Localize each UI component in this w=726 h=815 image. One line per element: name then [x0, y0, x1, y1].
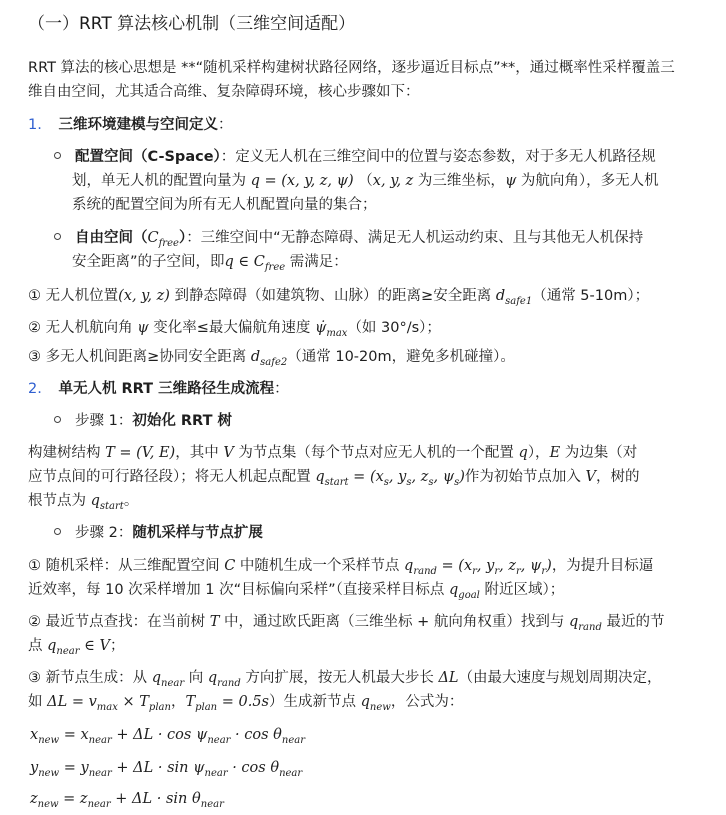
math-q: q — [90, 493, 100, 509]
section-heading — [28, 14, 355, 34]
text: 中随机生成一个采样节点 — [235, 558, 405, 574]
substep-label: 步骤 1： — [75, 413, 133, 429]
substep-title: 初始化 RRT 树 — [132, 413, 233, 429]
math-t: T — [209, 614, 220, 630]
bullet-icon — [54, 152, 61, 159]
text: （通常 10-20m，避免多机碰撞）。 — [287, 349, 515, 365]
text: ， — [170, 694, 186, 710]
formula-x — [30, 725, 305, 751]
paren: （ — [358, 173, 373, 189]
cspace-line-1 — [54, 147, 656, 167]
math-psi: ψ — [137, 320, 149, 336]
math-sub: rand — [413, 565, 437, 577]
math-sub: near — [279, 767, 303, 779]
math-delta-l: ΔL — [438, 670, 459, 686]
math-sub: plan — [195, 701, 218, 713]
text: 方向扩展，按无人机最大步长 — [240, 670, 439, 686]
math-in-v: ∈ V — [79, 638, 110, 654]
math-sub: new — [369, 701, 391, 713]
cspace-line-2 — [72, 171, 659, 191]
text: ）生成新节点 — [269, 694, 361, 710]
condition-3 — [28, 347, 515, 373]
math-sub: plan — [148, 701, 171, 713]
math-delta-l-def: ΔL = v — [47, 694, 97, 710]
math-sub: near — [207, 734, 231, 746]
math-sub: near — [281, 734, 306, 746]
math-d: d — [250, 349, 261, 365]
text: 作为初始节点加入 — [464, 469, 586, 485]
text: 最近的节 — [601, 614, 665, 630]
step-2-heading — [28, 379, 289, 399]
math-eq: = y — [59, 760, 89, 776]
text: ② 无人机航向角 — [28, 320, 138, 336]
math-sub: near — [204, 767, 228, 779]
math-sub: start — [324, 476, 349, 488]
math-d: d — [495, 288, 506, 304]
colon: ： — [274, 381, 289, 397]
math-q: q — [404, 558, 414, 574]
intro-text-2: 维自由空间，尤其适合高维、复杂障碍环境，核心步骤如下： — [28, 84, 420, 100]
new-node-line-1 — [28, 668, 662, 694]
text: 点 — [28, 638, 48, 654]
cspace-text-2: 划，单无人机的配置向量为 — [72, 173, 246, 189]
math-sub: new — [38, 734, 60, 746]
text: ② 最近节点查找：在当前树 — [28, 614, 210, 630]
math-sub: near — [88, 767, 112, 779]
cfree-line-1 — [54, 228, 643, 254]
math-term: + ΔL · sin ψ — [111, 760, 205, 776]
math-e: E — [549, 445, 561, 461]
math-sub: near — [88, 734, 112, 746]
text: 为三维坐标， — [413, 173, 505, 189]
math-config-vector: q = (x, y, z, ψ) — [250, 173, 354, 189]
bullet-icon — [54, 528, 61, 535]
math-q: q — [360, 694, 370, 710]
math-q: q — [47, 638, 57, 654]
math-rand-tuple: = ($x_r$, $y_r$, $z_r$, $\psi_r$) — [436, 558, 552, 577]
cfree-line-2 — [72, 252, 348, 278]
math-t: T — [185, 694, 196, 710]
text: 构建树结构 — [28, 445, 106, 461]
cspace-line-3 — [72, 195, 377, 215]
math-sub: new — [37, 798, 59, 810]
para-1-line-3 — [28, 491, 138, 517]
text: 。 — [123, 493, 139, 509]
math-sub: rand — [578, 621, 602, 633]
text: ③ 多无人机间距离≥协同安全距离 — [28, 349, 251, 365]
math-psi-dot: ψ̇ — [314, 320, 327, 336]
cspace-title: 配置空间（C-Space） — [75, 149, 221, 165]
math-xyz: (x, y, z) — [118, 288, 170, 304]
text: 为节点集（每个节点对应无人机的一个配置 — [233, 445, 519, 461]
math-term: · cos θ — [227, 760, 280, 776]
intro-line-1 — [28, 58, 675, 78]
math-q-in-c: q ∈ C — [224, 254, 265, 270]
condition-2 — [28, 318, 441, 344]
text: ，其中 — [175, 445, 224, 461]
math-x: x — [30, 727, 39, 743]
text: 为边集（对 — [560, 445, 638, 461]
math-tree: T = (V, E) — [105, 445, 176, 461]
text: 附近区域）； — [479, 582, 565, 598]
math-sub: near — [200, 798, 224, 810]
text: 变化率≤最大偏航角速度 — [148, 320, 315, 336]
math-sub: free — [158, 237, 179, 249]
list-number: 2. — [28, 381, 42, 397]
section-heading-text: （一）RRT 算法核心机制（三维空间适配） — [28, 14, 356, 34]
math-sub: goal — [458, 589, 480, 601]
cspace-text: ：定义无人机在三维空间中的位置与姿态参数，对于多无人机路径规 — [220, 149, 656, 165]
text: （通常 5-10m）； — [532, 288, 650, 304]
formula-z — [30, 789, 224, 815]
math-term: + ΔL · cos ψ — [111, 727, 208, 743]
intro-text: RRT 算法的核心思想是 **“随机采样构建树状路径网络，逐步逼近目标点”**，通过概率性采样覆盖三 — [28, 60, 675, 76]
cfree-text-2: 安全距离”的子空间，即 — [72, 254, 225, 270]
math-c: C — [224, 558, 236, 574]
math-term: + ΔL · sin θ — [110, 791, 201, 807]
substep-1-heading — [54, 411, 232, 431]
math-v: V — [585, 469, 596, 485]
random-sample-line-1 — [28, 556, 653, 582]
math-q: q — [315, 469, 325, 485]
step-1-heading — [28, 115, 232, 135]
math-psi: ψ — [504, 173, 517, 189]
cfree-title: 自由空间（ — [75, 230, 148, 246]
substep-label: 步骤 2： — [75, 525, 133, 541]
substep-2-heading — [54, 523, 263, 543]
text: 中，通过欧氏距离（三维坐标 + 航向角权重）找到与 — [219, 614, 569, 630]
math-c: C — [147, 230, 159, 246]
colon: ： — [217, 117, 233, 133]
nearest-node-line-1 — [28, 612, 664, 638]
math-q: q — [568, 614, 579, 630]
text: 需满足： — [285, 254, 348, 270]
para-1-line-2 — [28, 467, 639, 493]
math-z: z — [30, 791, 38, 807]
bullet-icon — [54, 416, 61, 423]
text: 到静态障碍（如建筑物、山脉）的距离≥安全距离 — [169, 288, 496, 304]
step-1-title: 三维环境建模与空间定义 — [58, 117, 218, 133]
math-sub: max — [96, 701, 118, 713]
cfree-title-end: ） — [178, 230, 187, 246]
text: 向 — [184, 670, 208, 686]
formula-y — [30, 758, 302, 784]
text: ，为提升目标逼 — [551, 558, 654, 574]
cspace-text-3: 系统的配置空间为所有无人机配置向量的集合； — [72, 197, 377, 213]
text: 近效率，每 10 次采样增加 1 次“目标偏向采样”（直接采样目标点 — [28, 582, 449, 598]
math-term: · cos θ — [230, 727, 282, 743]
text: ① 无人机位置 — [28, 288, 119, 304]
new-node-line-2 — [28, 692, 463, 718]
text: （由最大速度与规划周期决定， — [458, 670, 662, 686]
text: （如 30°/s）； — [347, 320, 441, 336]
math-q: q — [449, 582, 459, 598]
text: 为航向角），多无人机 — [516, 173, 659, 189]
text: 如 — [28, 694, 48, 710]
text: ； — [109, 638, 125, 654]
text: ）， — [527, 445, 550, 461]
list-number: 1. — [28, 117, 42, 133]
text: ③ 新节点生成：从 — [28, 670, 152, 686]
math-sub: safe1 — [505, 295, 533, 307]
random-sample-line-2 — [28, 580, 564, 606]
math-sub: start — [99, 500, 124, 512]
para-1-line-1 — [28, 443, 637, 463]
math-sub: rand — [217, 677, 241, 689]
math-q: q — [518, 445, 528, 461]
math-eq: = z — [58, 791, 88, 807]
substep-title: 随机采样与节点扩展 — [132, 525, 263, 541]
math-value: = 0.5s — [217, 694, 269, 710]
math-sub: new — [38, 767, 60, 779]
text: ，树的 — [595, 469, 640, 485]
math-start-tuple: = ($x_s$, $y_s$, $z_s$, $\psi_s$) — [348, 469, 465, 488]
step-2-title: 单无人机 RRT 三维路径生成流程 — [58, 381, 275, 397]
math-q: q — [151, 670, 162, 686]
cfree-text: ：三维空间中“无静态障碍、满足无人机运动约束、且与其他无人机保持 — [186, 230, 644, 246]
text: ，公式为： — [390, 694, 464, 710]
math-y: y — [30, 760, 39, 776]
math-sub: safe2 — [260, 356, 288, 368]
math-eq: = x — [59, 727, 89, 743]
condition-1 — [28, 286, 649, 312]
math-v: V — [223, 445, 234, 461]
math-sub: free — [264, 261, 286, 273]
math-sub: near — [161, 677, 185, 689]
math-q: q — [207, 670, 218, 686]
math-times-t: × T — [117, 694, 149, 710]
math-sub: max — [326, 327, 348, 339]
bullet-icon — [54, 233, 61, 240]
math-sub: near — [56, 645, 80, 657]
text: 应节点间的可行路径段）；将无人机起点配置 — [28, 469, 316, 485]
text: ① 随机采样：从三维配置空间 — [28, 558, 225, 574]
text: 根节点为 — [28, 493, 91, 509]
math-sub: near — [87, 798, 111, 810]
intro-line-2 — [28, 82, 420, 102]
nearest-node-line-2 — [28, 636, 124, 662]
math-xyz: x, y, z — [372, 173, 414, 189]
